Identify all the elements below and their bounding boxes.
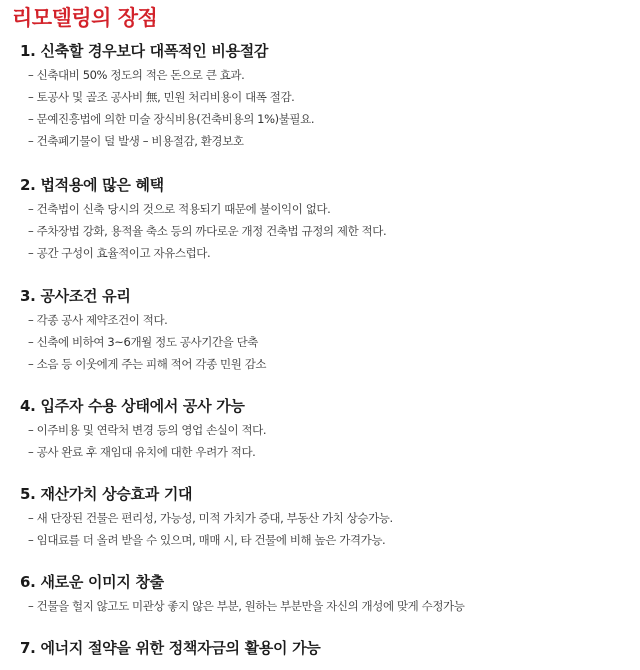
- list-item: – 소음 등 이웃에게 주는 피해 적어 각종 민원 감소: [28, 357, 267, 371]
- list-item: – 임대료를 더 올려 받을 수 있으며, 매매 시, 타 건물에 비해 높은 가격가능.: [28, 533, 386, 547]
- bullet-list: [28, 198, 386, 264]
- list-item: – 신축에 비하여 3~6개월 정도 공사기간을 단축: [28, 335, 259, 349]
- list-item: – 신축대비 50% 정도의 적은 돈으로 큰 효과.: [28, 68, 245, 82]
- section-heading: 5. 재산가치 상승효과 기대: [20, 485, 193, 503]
- list-item: – 각종 공사 제약조건이 적다.: [28, 313, 168, 327]
- list-item: – 문예진흥법에 의한 미술 장식비용(건축비용의 1%)불필요.: [28, 112, 315, 126]
- list-item: – 이주비용 및 연락처 변경 등의 영업 손실이 적다.: [28, 423, 267, 437]
- section-heading: 7. 에너지 절약을 위한 정책자금의 활용이 가능: [20, 639, 321, 657]
- section-heading: 4. 입주자 수용 상태에서 공사 가능: [20, 397, 245, 415]
- list-item: – 건축법이 신축 당시의 것으로 적용되기 때문에 불이익이 없다.: [28, 202, 331, 216]
- list-item: – 공간 구성이 효율적이고 자유스럽다.: [28, 246, 211, 260]
- page-title: 리모델링의 장점: [12, 6, 158, 30]
- list-item: – 공사 완료 후 재임대 유치에 대한 우려가 적다.: [28, 445, 256, 459]
- bullet-list: [28, 419, 266, 463]
- section-heading: 3. 공사조건 유리: [20, 287, 131, 305]
- list-item: – 새 단장된 건물은 편리성, 가능성, 미적 가치가 증대, 부동산 가치 상승가능.: [28, 511, 393, 525]
- bullet-list: [28, 595, 464, 617]
- bullet-list: [28, 507, 393, 551]
- list-item: – 토공사 및 골조 공사비 無, 민원 처리비용이 대폭 절감.: [28, 90, 295, 104]
- section-heading: 6. 새로운 이미지 창출: [20, 573, 164, 591]
- section-heading: 2. 법적용에 많은 혜택: [20, 176, 164, 194]
- list-item: – 주차장법 강화, 용적율 축소 등의 까다로운 개정 건축법 규정의 제한 적다.: [28, 224, 387, 238]
- section-heading: 1. 신축할 경우보다 대폭적인 비용절감: [20, 42, 269, 60]
- list-item: – 건물을 헐지 않고도 미관상 좋지 않은 부분, 원하는 부분만을 자신의 개성에 맞게 수정가능: [28, 599, 465, 613]
- bullet-list: [28, 64, 314, 152]
- bullet-list: [28, 309, 266, 375]
- list-item: – 건축폐기물이 덜 발생 – 비용절감, 환경보호: [28, 134, 244, 148]
